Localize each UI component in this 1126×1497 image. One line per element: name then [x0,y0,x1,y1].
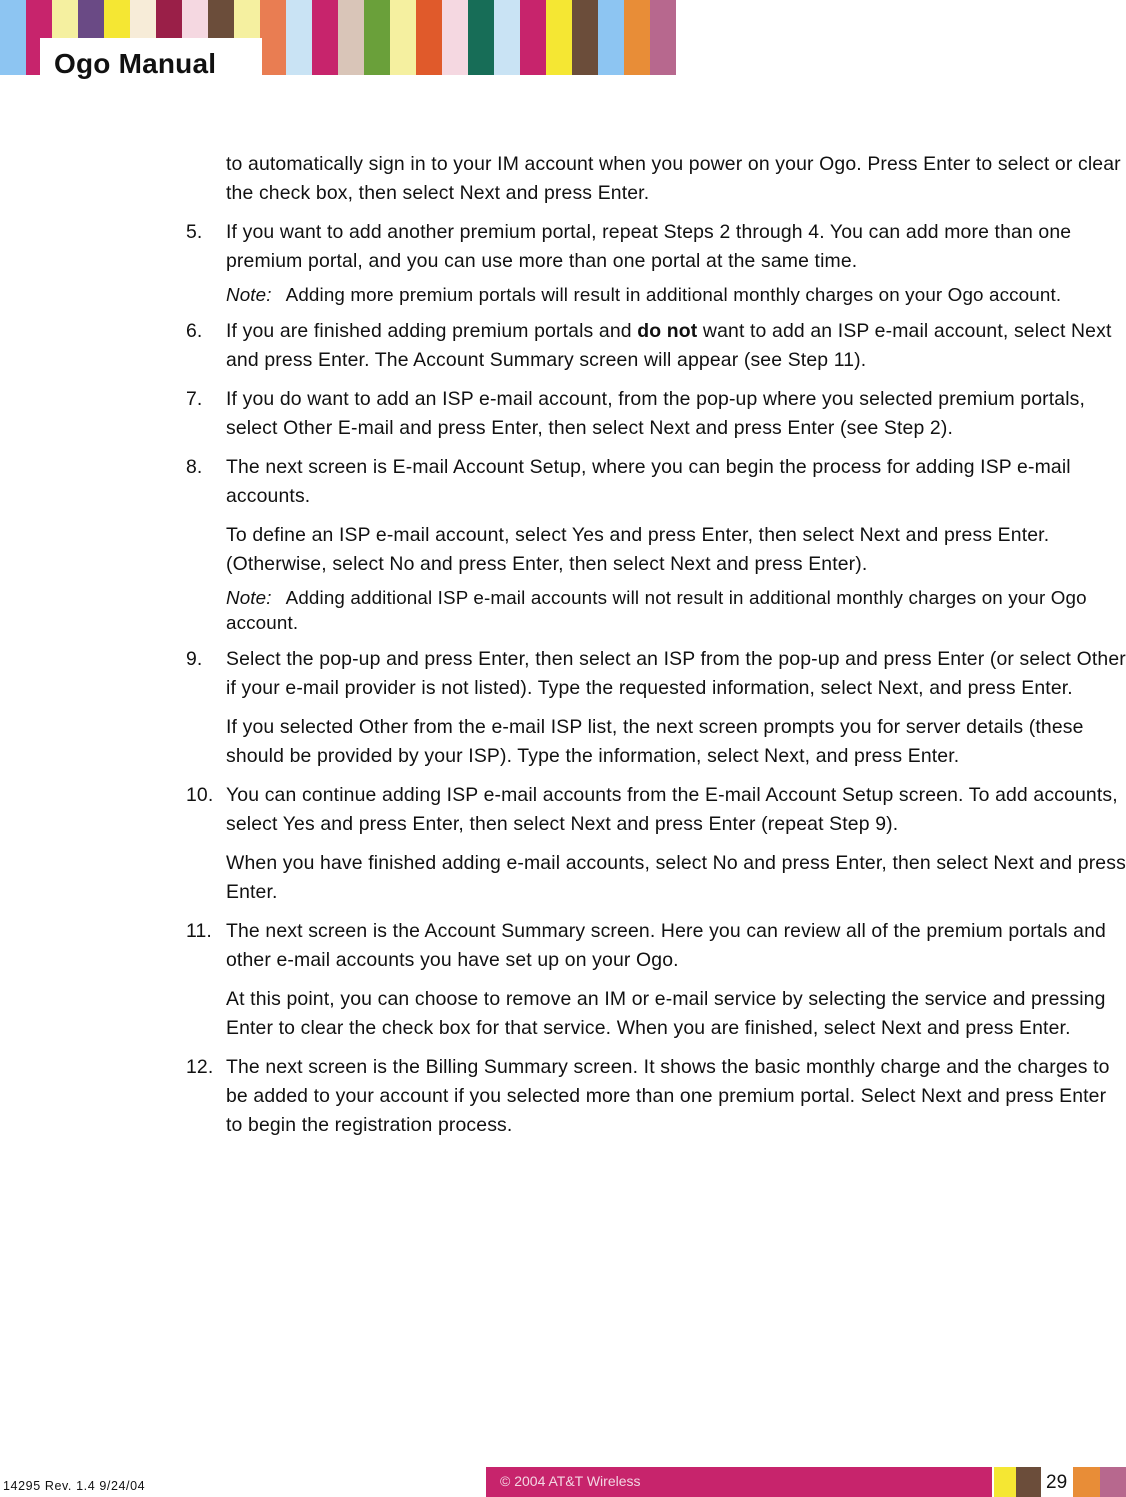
document-revision: 14295 Rev. 1.4 9/24/04 [3,1479,146,1493]
note-text: Adding more premium portals will result in additional monthly charges on your Ogo account. [285,284,1062,305]
document-title: Ogo Manual [54,48,217,79]
step-11 [186,917,1126,975]
step-7 [186,385,1126,443]
header-stripe [338,0,364,75]
header-stripe [416,0,442,75]
step-text: The next screen is the Account Summary screen. Here you can review all of the premium portals and other e-mail accounts you have set up on your Ogo. [226,920,1106,971]
step-number: 11. [186,920,212,942]
step-12 [186,1053,1126,1140]
footer-square-brown [1016,1467,1041,1497]
note-text: Adding additional ISP e-mail accounts will not result in additional monthly charges on your Ogo account. [226,587,1087,633]
header-stripe [468,0,494,75]
step-number: 12. [186,1056,214,1078]
header-stripe [312,0,338,75]
step-number: 7. [186,388,203,410]
step-6 [186,317,1126,375]
manual-content [186,150,1126,1150]
header-stripe [494,0,520,75]
step-10-paragraph: When you have finished adding e-mail accounts, select No and press Enter, then select Next and press Enter. [226,852,1126,903]
step-10 [186,781,1126,839]
step-text: If you do want to add an ISP e-mail account, from the pop-up where you selected premium portals, select Other E-mail and press Enter, then select Next and press Enter (see Step 2). [226,388,1086,439]
page-number: 29 [1046,1472,1068,1493]
note-isp-charges [226,585,1126,635]
step-text: The next screen is the Billing Summary screen. It shows the basic monthly charge and the charges to be added to your account if you selected more than one premium portal. Select Next and press Enter to begin the registration process. [226,1056,1110,1136]
step-8-paragraph: To define an ISP e-mail account, select Yes and press Enter, then select Next and press Enter. (Otherwise, select No and press Enter, then select Next and press Enter). [226,524,1050,575]
step-5 [186,218,1126,276]
note-premium-charges [226,282,1126,307]
step-9 [186,645,1126,703]
footer-square-yellow [994,1467,1016,1497]
step-text: The next screen is E-mail Account Setup, where you can begin the process for adding ISP e-mail accounts. [226,456,1071,507]
step-text [226,317,1126,375]
header-stripe [364,0,390,75]
emphasis-do-not: do not [637,320,698,342]
step-text: Select the pop-up and press Enter, then select an ISP from the pop-up and press Enter (or select Other if your e-mail provider is not listed). Type the requested information, select Next, and press Enter. [226,648,1126,699]
step-number: 6. [186,320,203,342]
step-number: 10. [186,784,214,806]
step-text-pre: If you are finished adding premium portals and [226,320,638,342]
header-stripe [442,0,468,75]
header-stripe [286,0,312,75]
footer-square-orange [1073,1467,1100,1497]
footer-square-mauve [1100,1467,1126,1497]
header-stripe [598,0,624,75]
header-stripe [520,0,546,75]
header-stripe [0,0,26,75]
header-stripe [650,0,676,75]
header-stripe [390,0,416,75]
header-stripe [572,0,598,75]
header-stripe [624,0,650,75]
step-9-paragraph: If you selected Other from the e-mail ISP list, the next screen prompts you for server details (these should be provided by your ISP). Type the information, select Next, and press Enter. [226,716,1084,767]
header-stripe [546,0,572,75]
step-11-paragraph: At this point, you can choose to remove an IM or e-mail service by selecting the service and pressing Enter to clear the check box for that service. When you are finished, select Next and press Enter. [226,988,1106,1039]
step-number: 9. [186,648,203,670]
step-text: If you want to add another premium portal, repeat Steps 2 through 4. You can add more than one premium portal, and you can use more than one portal at the same time. [226,221,1072,272]
step-8 [186,453,1126,511]
header-title-box [40,38,262,78]
intro-paragraph: to automatically sign in to your IM account when you power on your Ogo. Press Enter to select or clear the check box, then select Next and press Enter. [226,153,1121,204]
step-text: You can continue adding ISP e-mail accounts from the E-mail Account Setup screen. To add accounts, select Yes and press Enter, then select Next and press Enter (repeat Step 9). [226,784,1118,835]
copyright-text: © 2004 AT&T Wireless [500,1473,641,1489]
step-number: 5. [186,221,203,243]
step-number: 8. [186,456,203,478]
note-label: Note: [226,587,272,608]
step-text-post: want to add an ISP e-mail account, select Next and press Enter. The Account Summary screen will appear (see Step 11). [226,320,1112,371]
copyright-band [486,1467,992,1497]
note-label: Note: [226,284,272,305]
header-stripe [260,0,286,75]
